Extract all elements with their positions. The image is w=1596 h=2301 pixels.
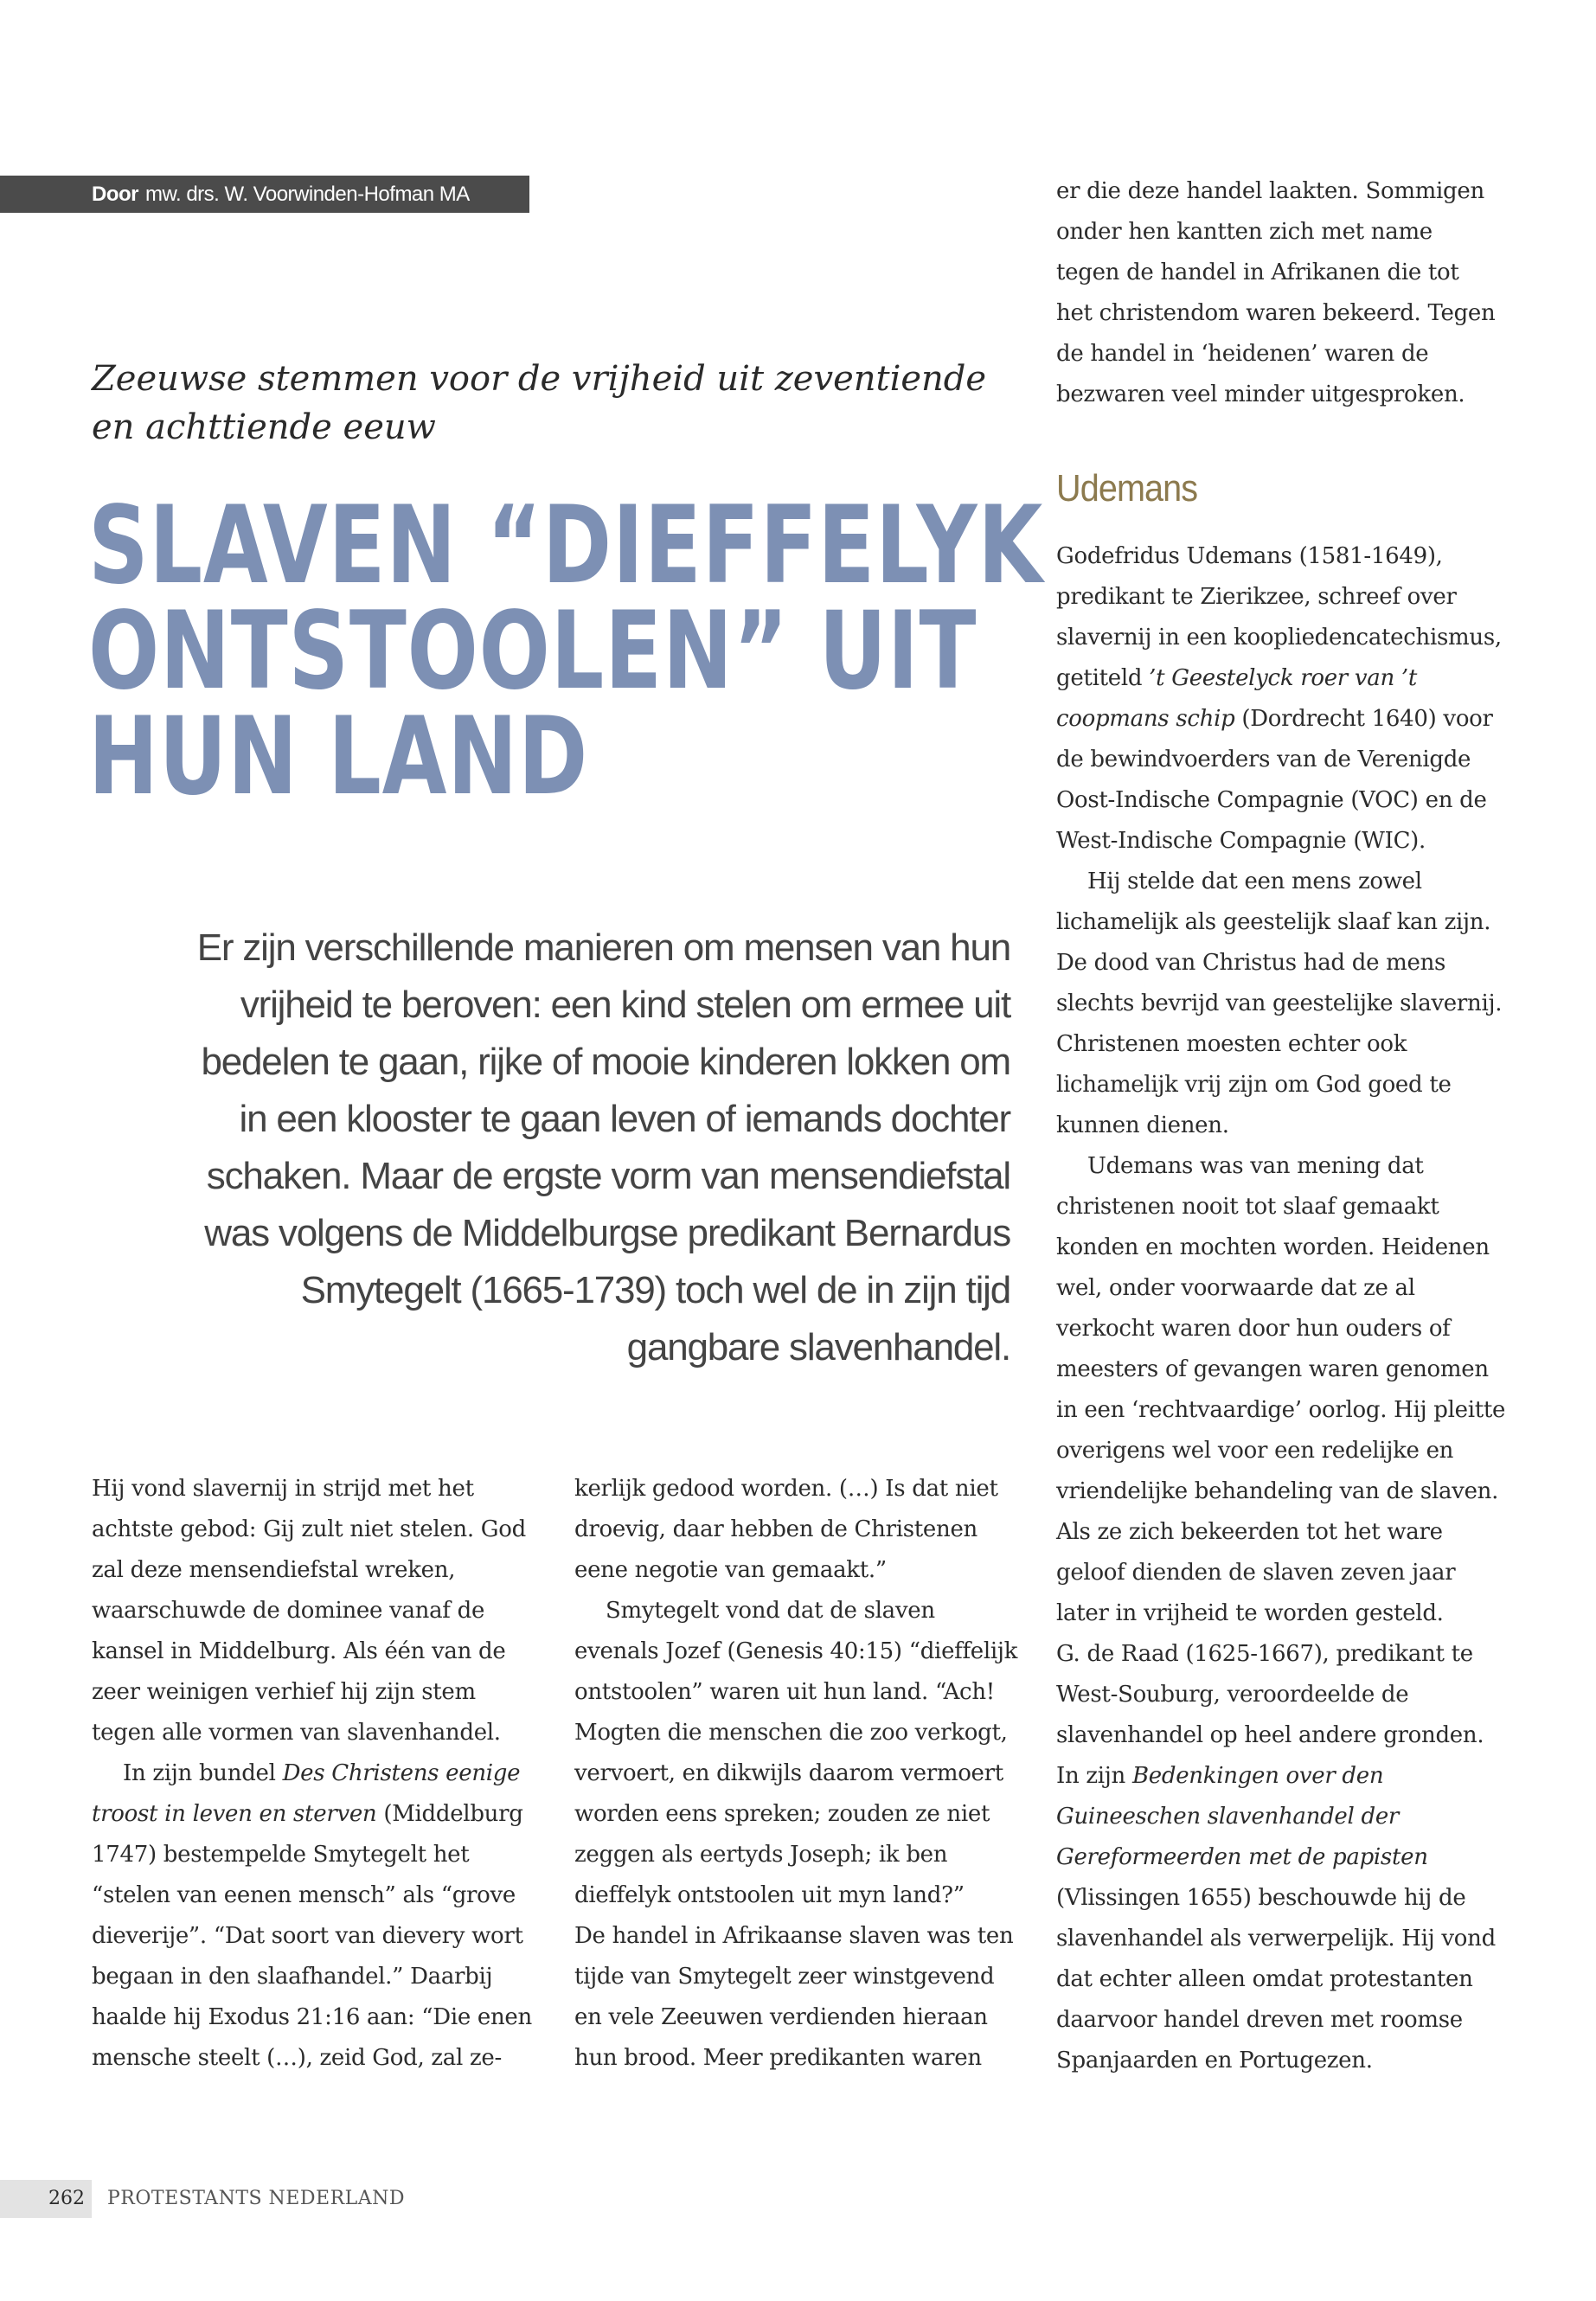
paragraph: kerlijk gedood worden. (…) Is dat niet droevig, daar hebben de Christenen eene negotie van gemaakt.” [574,1476,998,1583]
author-byline [0,176,529,213]
page-number: 262 [0,2180,92,2218]
book-title: Bedenkingen over den Guineeschen slavenhandel der Gereformeerden met de papisten [1056,1763,1428,1870]
subtitle-line-1: Zeeuwse stemmen voor de vrijheid uit zeventiende [92,359,987,399]
headline-line-2: ONTSTOOLEN” UIT [88,589,977,714]
article-headline [88,484,1044,819]
byline-author: mw. drs. W. Voorwinden-Hofman MA [145,183,470,206]
byline-prefix: Door [92,183,138,206]
text-column-3 [1056,536,1506,2081]
book-title: Des Christens eenige troost in leven en sterven [92,1760,521,1827]
paragraph: In zijn bundel Des Christens eenige troost in leven en sterven (Middelburg 1747) bestempelde Smytegelt het “stelen van eenen mensch” als “grove dieverije”. “Dat soort van dievery wort begaan in den slaafhandel.” Daarbij haalde hij Exodus 21:16 aan: “Die enen mensche steelt (…), zeid God, zal ze- [92,1760,532,2071]
paragraph: G. de Raad (1625-1667), predikant te West-Souburg, veroordeelde de slavenhandel op heel andere gronden. In zijn Bedenkingen over den Guineeschen slavenhandel der Gereformeerden met de papisten (Vlissingen 1655) beschouwde hij de slavenhandel als verwerpelijk. Hij vond dat echter alleen omdat protestanten daarvoor handel dreven met roomse Spanjaarden en Portugezen. [1056,1641,1496,2073]
paragraph: Godefridus Udemans (1581-1649), predikant te Zierikzee, schreef over slavernij in een koopliedencatechismus, getiteld ’t Geestelyck roer van ’t coopmans schip (Dordrecht 1640) voor de bewindvoerders van de Verenigde Oost-Indische Compagnie (VOC) en de West-Indische Compagnie (WIC). [1056,543,1502,854]
headline-line-3: HUN LAND [88,695,589,819]
section-heading: Udemans [1056,467,1198,510]
paragraph: er die deze handel laakten. Sommigen onder hen kantten zich met name tegen de handel in Afrikanen die tot het christendom waren bekeerd. Tegen de handel in ‘heidenen’ waren de bezwaren veel minder uitgesproken. [1056,178,1496,407]
text-column-3-top [1056,171,1497,415]
lead-paragraph: Er zijn verschillende manieren om mensen van hun vrijheid te beroven: een kind stelen om ermee uit bedelen te gaan, rijke of mooie kinderen lokken om in een klooster te gaan leven of iemands dochter schaken. Maar de ergste vorm van mensendiefstal was volgens de Middelburgse predikant Bernardus Smytegelt (1665-1739) toch wel de in zijn tijd gangbare slavenhandel. [196,926,1010,1368]
book-title: ’t Geestelyck roer van ’t coopmans schip [1056,665,1418,732]
headline-line-1: SLAVEN “DIEFFELYK [88,484,1044,608]
paragraph: Hij stelde dat een mens zowel lichamelijk als geestelijk slaaf kan zijn. De dood van Christus had de mens slechts bevrijd van geestelijke slavernij. Christenen moesten echter ook lichamelijk vrij zijn om God goed te kunnen dienen. [1056,868,1503,1138]
text-column-2 [574,1469,1024,2079]
paragraph: Udemans was van mening dat christenen nooit tot slaaf gemaakt konden en mochten worden. Heidenen wel, onder voorwaarde dat ze al verkocht waren door hun ouders of meesters of gevangen waren genomen in een ‘rechtvaardige’ oorlog. Hij pleitte overigens wel voor een redelijke en vriendelijke behandeling van de slaven. Als ze zich bekeerden tot het ware geloof dienden de slaven zeven jaar later in vrijheid te worden gesteld. [1056,1153,1506,1626]
paragraph: Smytegelt vond dat de slaven evenals Jozef (Genesis 40:15) “dieffelijk ontstoolen” waren uit hun land. “Ach! Mogten die menschen die zoo verkogt, vervoert, en dikwijls daarom vermoert worden eens spreken; zouden ze niet zeggen als eertyds Joseph; ik ben dieffelyk ontstoolen uit myn land?” [574,1598,1018,1908]
paragraph: De handel in Afrikaanse slaven was ten tijde van Smytegelt zeer winstgevend en vele Zeeuwen verdienden hieraan hun brood. Meer predikanten waren [574,1923,1014,2071]
journal-name: PROTESTANTS NEDERLAND [107,2188,406,2209]
paragraph: Hij vond slavernij in strijd met het achtste gebod: Gij zult niet stelen. God zal deze mensendiefstal wreken, waarschuwde de dominee vanaf de kansel in Middelburg. Als één van de zeer weinigen verhief hij zijn stem tegen alle vormen van slavenhandel. [92,1476,526,1746]
subtitle-line-2: en achttiende eeuw [92,407,436,447]
text-column-1 [92,1469,533,2079]
article-subtitle [92,355,1000,452]
